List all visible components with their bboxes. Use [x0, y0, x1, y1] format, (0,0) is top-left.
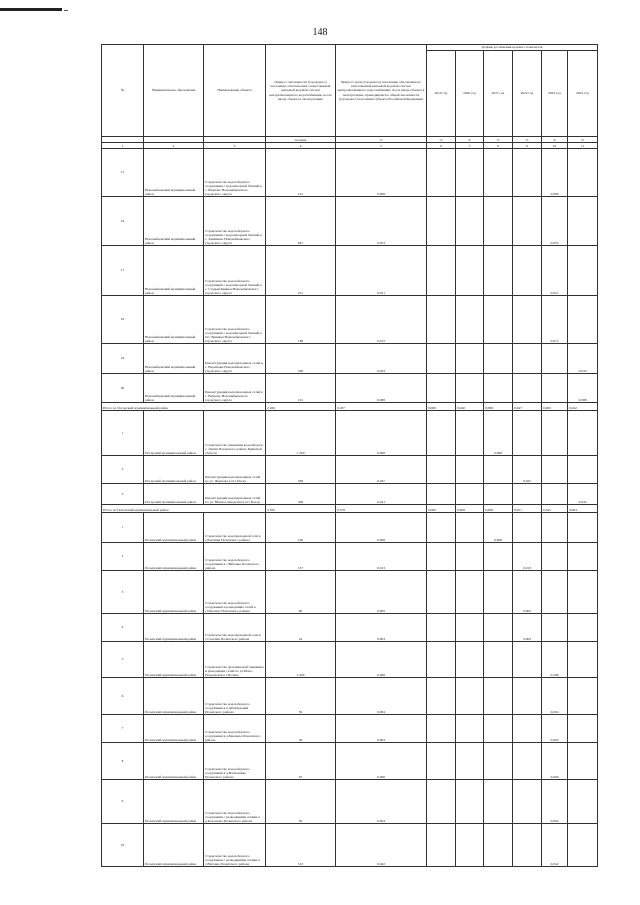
year-value-cell: 0,005: [513, 571, 542, 614]
scan-edge-mark: [0, 8, 62, 11]
year-value-cell: [542, 456, 568, 484]
subtotal-row: [102, 505, 598, 513]
year-value-cell: 0,000: [427, 505, 456, 513]
object-cell: Реконструкция водопроводных сетей по ул. Жданова в пгт Погар: [204, 456, 266, 484]
year-value-cell: 0,286: [542, 642, 568, 678]
year-value-cell: [484, 344, 513, 374]
object-cell: Реконструкция водопроводных сетей в с. Внуково Новозыбковского городского округа: [204, 374, 266, 403]
year-value-cell: [513, 678, 542, 715]
municipality-cell: Почепский муниципальный район: [144, 642, 204, 678]
year-value-cell: [456, 780, 484, 824]
year-value-cell: 0,053: [542, 197, 568, 246]
year-value-cell: [484, 571, 513, 614]
year-value-cell: [427, 780, 456, 824]
year-value-cell: [513, 296, 542, 344]
row-number: 4: [102, 614, 144, 642]
year-value-cell: [427, 484, 456, 505]
header-schedule: График достижения целевого показателя: [427, 45, 598, 51]
header-year: 2023 год: [542, 51, 568, 137]
municipality-cell: Почепский муниципальный район: [144, 780, 204, 824]
year-value-cell: [427, 715, 456, 743]
column-index: 3: [204, 143, 266, 149]
share-cell: 0,003: [336, 614, 427, 642]
share-cell: 0,098: [336, 411, 427, 456]
year-value-cell: [568, 197, 598, 246]
year-value-cell: [484, 197, 513, 246]
share-cell: 0,042: [336, 824, 427, 867]
column-index: 11: [568, 143, 598, 149]
header-year: 2024 год: [568, 51, 598, 137]
year-value-cell: [456, 484, 484, 505]
municipality-cell: Новозыбковский муниципальный район: [144, 344, 204, 374]
year-value-cell: [427, 543, 456, 571]
year-value-cell: 0,008: [484, 513, 513, 543]
unit-cell: %: [484, 137, 513, 143]
header-municipality: Муниципальное образование: [144, 45, 204, 137]
row-number: 16: [102, 197, 144, 246]
year-value-cell: [427, 743, 456, 780]
year-value-cell: [427, 642, 456, 678]
column-index: 10: [542, 143, 568, 149]
population-cell: 101: [266, 149, 336, 197]
municipality-cell: Почепский муниципальный район: [144, 543, 204, 571]
table-row: [102, 678, 598, 715]
year-value-cell: 0,008: [484, 505, 513, 513]
year-value-cell: [513, 484, 542, 505]
population-cell: 647: [266, 197, 336, 246]
municipality-cell: Погарский муниципальный район: [144, 411, 204, 456]
year-value-cell: [513, 743, 542, 780]
table-row: [102, 743, 598, 780]
row-number: 8: [102, 743, 144, 780]
row-number: 15: [102, 149, 144, 197]
year-value-cell: [456, 678, 484, 715]
share-cell: 0,286: [336, 642, 427, 678]
municipality-cell: Почепский муниципальный район: [144, 614, 204, 642]
population-cell: 569: [266, 456, 336, 484]
column-index: 2: [144, 143, 204, 149]
population-cell: 500: [266, 484, 336, 505]
year-value-cell: [513, 246, 542, 296]
table-row: [102, 411, 598, 456]
year-value-cell: [542, 344, 568, 374]
header-population-growth: Прирост численности (городского) населения, обеспеченного качественной питьевой водой из систем централизованного водоснабжения, после ввода объекта в эксплуатацию: [266, 45, 336, 137]
row-number: 1: [102, 411, 144, 456]
page-number: 148: [312, 27, 328, 38]
table-row: [102, 484, 598, 505]
municipality-cell: Почепский муниципальный район: [144, 715, 204, 743]
table-row: [102, 715, 598, 743]
year-value-cell: [484, 543, 513, 571]
table-row: [102, 456, 598, 484]
header-year: 2020 год: [456, 51, 484, 137]
year-value-cell: [456, 513, 484, 543]
year-value-cell: 0,004: [542, 780, 568, 824]
year-value-cell: [484, 678, 513, 715]
object-cell: Строительство водозаборного сооружения с разводящими сетями в д.Колошово Почепского района: [204, 780, 266, 824]
unit-cell: %: [568, 137, 598, 143]
year-value-cell: [542, 374, 568, 403]
column-index: 5: [336, 143, 427, 149]
municipality-cell: Погарский муниципальный район: [144, 484, 204, 505]
share-cell: 0,043: [336, 344, 427, 374]
object-cell: Реконструкция водопроводных сетей в с. Верещаки Новозыбковского городского округа: [204, 344, 266, 374]
year-value-cell: [568, 543, 598, 571]
table-row: [102, 614, 598, 642]
share-cell: 0,004: [336, 780, 427, 824]
row-number: 1: [102, 513, 144, 543]
share-cell: 0,187: [336, 403, 427, 411]
year-value-cell: [456, 543, 484, 571]
header-year: 2021 год: [484, 51, 513, 137]
year-value-cell: [456, 824, 484, 867]
year-value-cell: [427, 678, 456, 715]
year-value-cell: [568, 296, 598, 344]
unit-cell: %: [542, 137, 568, 143]
object-cell: Строительство водозаборного сооружения и разводящих сетей в с.Писанно Почепского района: [204, 571, 266, 614]
population-cell: 50: [266, 780, 336, 824]
year-value-cell: 0,013: [513, 543, 542, 571]
year-value-cell: [542, 484, 568, 505]
year-value-cell: 0,040: [456, 403, 484, 411]
object-cell: Строительство водопроводной сети в с.Селечня Почепского района: [204, 614, 266, 642]
object-cell: Строительство водозаборного сооружения в д.Васильевка Почепского района: [204, 743, 266, 780]
unit-cell: человек: [266, 137, 336, 143]
year-value-cell: [568, 614, 598, 642]
year-value-cell: [484, 246, 513, 296]
year-value-cell: [484, 456, 513, 484]
year-value-cell: [456, 456, 484, 484]
table-row: [102, 246, 598, 296]
year-value-cell: [568, 411, 598, 456]
year-value-cell: 0,042: [568, 403, 598, 411]
column-index: 6: [427, 143, 456, 149]
table-row: [102, 780, 598, 824]
year-value-cell: [427, 411, 456, 456]
year-value-cell: [542, 614, 568, 642]
population-cell: 157: [266, 543, 336, 571]
share-cell: 0,003: [336, 715, 427, 743]
year-value-cell: [484, 149, 513, 197]
column-index: 4: [266, 143, 336, 149]
table-row: [102, 824, 598, 867]
year-value-cell: [513, 374, 542, 403]
row-number: 3: [102, 571, 144, 614]
column-index: 7: [456, 143, 484, 149]
year-value-cell: [484, 743, 513, 780]
year-value-cell: [427, 614, 456, 642]
year-value-cell: [568, 246, 598, 296]
year-value-cell: [513, 513, 542, 543]
municipality-cell: Новозыбковский муниципальный район: [144, 296, 204, 344]
year-value-cell: [484, 715, 513, 743]
year-value-cell: [513, 642, 542, 678]
share-cell: 0,015: [336, 296, 427, 344]
unit-cell: %: [513, 137, 542, 143]
header-object: Наименование объекта: [204, 45, 266, 137]
municipality-cell: Новозыбковский муниципальный район: [144, 374, 204, 403]
year-value-cell: 0,042: [568, 484, 598, 505]
year-value-cell: [484, 296, 513, 344]
year-value-cell: [456, 246, 484, 296]
share-cell: 0,047: [336, 456, 427, 484]
year-value-cell: 0,015: [542, 296, 568, 344]
object-cell: Строительство водозаборного сооружения с водонапорной башней в пгт. Вышков Новозыбковского городского округа: [204, 296, 266, 344]
column-index: 9: [513, 143, 542, 149]
municipality-cell: Почепский муниципальный район: [144, 571, 204, 614]
year-value-cell: 0,047: [513, 456, 542, 484]
year-value-cell: [513, 715, 542, 743]
row-number: 19: [102, 344, 144, 374]
share-cell: 0,041: [336, 484, 427, 505]
year-value-cell: [427, 344, 456, 374]
row-number: 6: [102, 678, 144, 715]
row-number: 20: [102, 374, 144, 403]
year-value-cell: [456, 149, 484, 197]
year-value-cell: [568, 678, 598, 715]
year-value-cell: [484, 374, 513, 403]
year-value-cell: [568, 456, 598, 484]
year-value-cell: 0,043: [568, 344, 598, 374]
row-number: 10: [102, 824, 144, 867]
year-value-cell: [484, 614, 513, 642]
object-cell: Строительство водозаборного сооружения с разводящими сетями в с.Витовка Почепского района: [204, 824, 266, 867]
year-value-cell: [456, 614, 484, 642]
year-value-cell: [542, 571, 568, 614]
row-number: 9: [102, 780, 144, 824]
year-value-cell: 0,008: [542, 149, 568, 197]
year-value-cell: [568, 149, 598, 197]
year-value-cell: [513, 780, 542, 824]
share-cell: 0,008: [336, 149, 427, 197]
year-value-cell: [427, 374, 456, 403]
year-value-cell: [427, 456, 456, 484]
object-cell: Строительство скважины водозабора в с. Лукин Погарского района Брянской области: [204, 411, 266, 456]
population-cell: 42: [266, 614, 336, 642]
share-cell: 0,013: [336, 543, 427, 571]
population-cell: 4 595: [266, 505, 336, 513]
share-cell: 0,008: [336, 513, 427, 543]
row-number: 2: [102, 543, 144, 571]
year-value-cell: [568, 824, 598, 867]
header-no: №: [102, 45, 144, 137]
object-cell: Строительство водозаборного сооружения с водонапорной башней в с. Замишево Новозыбковского городского округа: [204, 197, 266, 246]
population-cell: 50: [266, 678, 336, 715]
year-value-cell: [427, 513, 456, 543]
year-value-cell: [427, 197, 456, 246]
year-value-cell: [427, 571, 456, 614]
row-number: 17: [102, 246, 144, 296]
municipality-cell: Почепский муниципальный район: [144, 824, 204, 867]
year-value-cell: [456, 374, 484, 403]
table-row: [102, 513, 598, 543]
year-value-cell: [456, 296, 484, 344]
object-cell: Реконструкция водопроводных сетей по ул. Южное-Заводская в пгт Погар: [204, 484, 266, 505]
year-value-cell: 0,047: [513, 403, 542, 411]
year-value-cell: 0,000: [542, 403, 568, 411]
column-index: 1: [102, 143, 144, 149]
population-cell: 60: [266, 571, 336, 614]
municipality-cell: Новозыбковский муниципальный район: [144, 197, 204, 246]
share-cell: 0,004: [336, 678, 427, 715]
object-cell: Строительство артезианской скважины и разводящих сетей по ул.Ново-Покровская в г.Почепе: [204, 642, 266, 678]
year-value-cell: 0,000: [427, 403, 456, 411]
year-value-cell: [456, 715, 484, 743]
unit-cell: %: [456, 137, 484, 143]
header-share-growth: Прирост доли (городского) населения, обеспеченного качественной питьевой водой из систем централизованного водоснабжения, после ввода объекта в эксплуатацию, приходящаяся к общей численности (городского) населения субъекта Российской Федерации: [336, 45, 427, 137]
year-value-cell: 0,098: [484, 411, 513, 456]
table-row: [102, 374, 598, 403]
unit-cell: %: [336, 137, 427, 143]
object-cell: Строительство водозаборного сооружения в п.Октябрьский Почепского района: [204, 678, 266, 715]
year-value-cell: 0,008: [568, 374, 598, 403]
share-cell: 0,021: [336, 246, 427, 296]
year-value-cell: [513, 149, 542, 197]
year-value-cell: [427, 246, 456, 296]
year-value-cell: 0,003: [542, 715, 568, 743]
year-value-cell: 0,021: [542, 246, 568, 296]
year-value-cell: [568, 571, 598, 614]
year-value-cell: [484, 484, 513, 505]
share-cell: 0,378: [336, 505, 427, 513]
table-row: [102, 571, 598, 614]
row-number: 18: [102, 296, 144, 344]
year-value-cell: [484, 824, 513, 867]
year-value-cell: [568, 513, 598, 543]
population-cell: 251: [266, 246, 336, 296]
year-value-cell: [427, 149, 456, 197]
object-cell: Строительство водозаборного сооружения с водонапорной башней в с. Внуково Новозыбковского городского округа: [204, 149, 266, 197]
year-value-cell: 0,003: [513, 614, 542, 642]
row-number: 2: [102, 456, 144, 484]
municipality-cell: Новозыбковский муниципальный район: [144, 246, 204, 296]
table-row: [102, 344, 598, 374]
year-value-cell: [513, 411, 542, 456]
scan-edge-mark-small: [64, 10, 68, 11]
population-cell: 3 464: [266, 642, 336, 678]
table-row: [102, 197, 598, 246]
subtotal-label: Итого по Почепский муниципальный район: [102, 505, 266, 513]
year-value-cell: [513, 197, 542, 246]
share-cell: 0,005: [336, 571, 427, 614]
year-value-cell: [456, 411, 484, 456]
year-value-cell: [568, 715, 598, 743]
year-value-cell: 0,098: [484, 403, 513, 411]
year-value-cell: 0,345: [542, 505, 568, 513]
population-cell: 101: [266, 374, 336, 403]
unit-cell: %: [427, 137, 456, 143]
subtotal-row: [102, 403, 598, 411]
table-row: [102, 296, 598, 344]
year-value-cell: [484, 642, 513, 678]
year-value-cell: [542, 513, 568, 543]
year-value-cell: [568, 780, 598, 824]
table-body: [102, 149, 598, 867]
year-value-cell: [568, 642, 598, 678]
municipality-cell: Новозыбковский муниципальный район: [144, 149, 204, 197]
table-row: [102, 543, 598, 571]
year-value-cell: [427, 824, 456, 867]
year-value-cell: [456, 743, 484, 780]
table-row: [102, 642, 598, 678]
object-cell: Строительство водозаборного сооружения в д.Бакланы Почепского района: [204, 715, 266, 743]
year-value-cell: 0,008: [456, 505, 484, 513]
share-cell: 0,053: [336, 197, 427, 246]
population-cell: 2 269: [266, 403, 336, 411]
year-value-cell: 0,021: [513, 505, 542, 513]
year-value-cell: [456, 197, 484, 246]
row-number: 5: [102, 642, 144, 678]
target-indicator-table: [101, 44, 598, 867]
year-value-cell: [456, 344, 484, 374]
row-number: 3: [102, 484, 144, 505]
population-cell: 513: [266, 824, 336, 867]
year-value-cell: [513, 824, 542, 867]
header-year: 2022 год: [513, 51, 542, 137]
year-value-cell: [456, 642, 484, 678]
year-value-cell: 0,004: [542, 678, 568, 715]
object-cell: Строительство водозаборного сооружения в с.Витовка Почепского района: [204, 543, 266, 571]
year-value-cell: [542, 411, 568, 456]
year-value-cell: 0,006: [542, 743, 568, 780]
table-row: [102, 149, 598, 197]
year-value-cell: [568, 743, 598, 780]
population-cell: 526: [266, 344, 336, 374]
share-cell: 0,006: [336, 743, 427, 780]
year-value-cell: [542, 543, 568, 571]
row-number: 7: [102, 715, 144, 743]
municipality-cell: Погарский муниципальный район: [144, 456, 204, 484]
object-cell: Строительство водопроводной сети в с.Бакланы Почепского района: [204, 513, 266, 543]
municipality-cell: Почепский муниципальный район: [144, 743, 204, 780]
subtotal-label: Итого по Погарский муниципальный район: [102, 403, 266, 411]
column-index: 8: [484, 143, 513, 149]
municipality-cell: Почепский муниципальный район: [144, 678, 204, 715]
year-value-cell: 0,042: [542, 824, 568, 867]
year-value-cell: [484, 780, 513, 824]
population-cell: 39: [266, 715, 336, 743]
population-cell: 186: [266, 296, 336, 344]
object-cell: Строительство водозаборного сооружения с водонапорной башней в с. Старый Кривец Новозыбковского городского округа: [204, 246, 266, 296]
year-value-cell: 0,004: [568, 505, 598, 513]
population-cell: 100: [266, 513, 336, 543]
header-year: 2019 год: [427, 51, 456, 137]
population-cell: 1 200: [266, 411, 336, 456]
municipality-cell: Почепский муниципальный район: [144, 513, 204, 543]
year-value-cell: [456, 571, 484, 614]
year-value-cell: [427, 296, 456, 344]
population-cell: 67: [266, 743, 336, 780]
year-value-cell: [513, 344, 542, 374]
share-cell: 0,008: [336, 374, 427, 403]
